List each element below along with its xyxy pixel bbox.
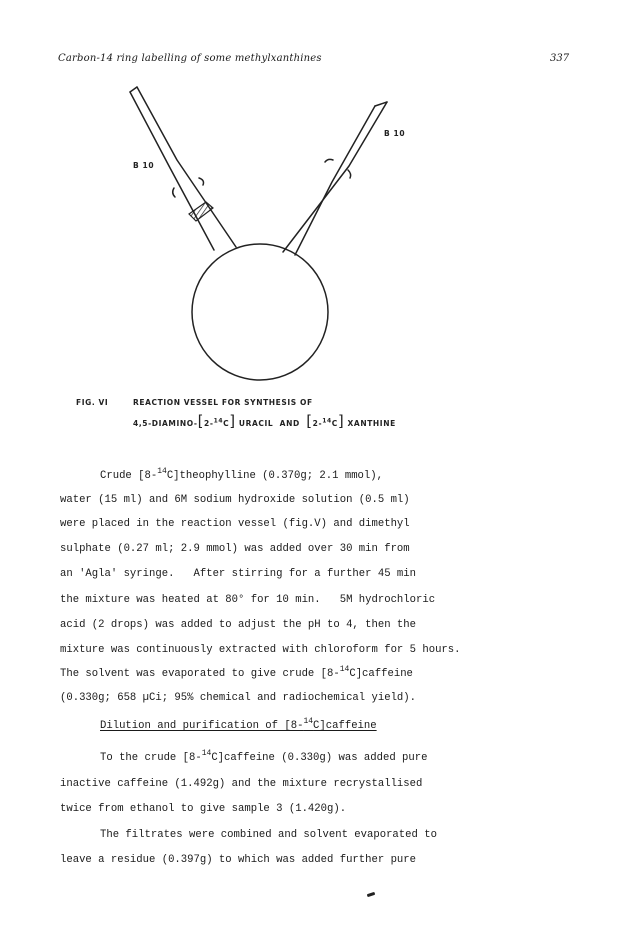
- caption-bracket-close-2: ]: [337, 412, 345, 430]
- p1-line-9-post: C]caffeine: [349, 668, 413, 680]
- left-joint-mark: [173, 188, 175, 197]
- caption-isotope-el-2: C: [331, 419, 338, 428]
- running-title: Carbon-14 ring labelling of some methylxanthines: [58, 53, 322, 64]
- p1-line-8: mixture was continuously extracted with chloroform for 5 hours.: [60, 644, 461, 656]
- p1-line-1-pre: Crude [8-: [100, 470, 158, 482]
- p1-line-5: an 'Agla' syringe. After stirring for a further 45 min: [60, 568, 417, 580]
- heading-pre: Dilution and purification of [8-: [100, 720, 304, 732]
- p2-line-2: inactive caffeine (1.492g) and the mixture recrystallised: [60, 778, 423, 790]
- caption-isotope-pre-1: 2-: [204, 419, 214, 428]
- section-heading: [100, 717, 377, 732]
- p2-line-3: twice from ethanol to give sample 3 (1.420g).: [60, 803, 347, 815]
- caption-isotope-el-1: C: [223, 419, 230, 428]
- label-b10-right: B 10: [384, 129, 406, 138]
- p2-line-1: [100, 749, 428, 764]
- heading-post: C]caffeine: [313, 720, 377, 732]
- right-neck-outer: [295, 106, 375, 255]
- heading-sup: 14: [303, 717, 314, 726]
- reaction-vessel-figure: [0, 0, 624, 400]
- p2-line-1-post: C]caffeine (0.330g) was added pure: [211, 752, 428, 764]
- caption-isotope-pre-2: 2-: [312, 419, 323, 428]
- p1-line-9-pre: The solvent was evaporated to give crude [8-: [60, 668, 340, 680]
- p1-line-9: [60, 665, 413, 680]
- page-mark: [367, 892, 376, 897]
- flask-bulb: [192, 244, 328, 380]
- p1-line-1: [100, 467, 383, 482]
- caption-compound-c: XANTHINE: [344, 419, 396, 428]
- caption-isotope-mass-1: 14: [213, 417, 224, 425]
- p1-line-4: sulphate (0.27 ml; 2.9 mmol) was added over 30 min from: [60, 543, 410, 555]
- caption-number: FIG. VI: [76, 398, 109, 407]
- caption-line-1: REACTION VESSEL FOR SYNTHESIS OF: [133, 398, 313, 407]
- caption-compound-b: URACIL AND: [235, 419, 307, 428]
- left-neck-plug: [189, 202, 213, 221]
- right-joint-mark: [325, 159, 333, 162]
- p1-line-9-sup: 14: [339, 665, 350, 674]
- p1-line-3: were placed in the reaction vessel (fig.V) and dimethyl: [60, 518, 410, 530]
- caption-bracket-open-1: [: [197, 412, 205, 430]
- label-b10-left: B 10: [133, 161, 155, 170]
- p1-line-10: (0.330g; 658 µCi; 95% chemical and radiochemical yield).: [60, 692, 417, 704]
- p1-line-6: the mixture was heated at 80° for 10 min. 5M hydrochloric: [60, 594, 436, 606]
- left-neck-tip: [130, 87, 137, 92]
- right-joint-mark-2: [348, 170, 351, 178]
- p1-line-2: water (15 ml) and 6M sodium hydroxide solution (0.5 ml): [60, 494, 410, 506]
- page-number: 337: [550, 53, 570, 64]
- p1-line-1-post: C]theophylline (0.370g; 2.1 mmol),: [166, 470, 383, 482]
- p2-line-1-pre: To the crude [8-: [100, 752, 202, 764]
- caption-bracket-open-2: [: [306, 412, 313, 430]
- p1-line-1-sup: 14: [157, 467, 167, 476]
- p3-line-2: leave a residue (0.397g) to which was added further pure: [60, 854, 417, 866]
- caption-line-2: [133, 412, 396, 430]
- caption-bracket-close-1: ]: [229, 412, 236, 430]
- p1-line-7: acid (2 drops) was added to adjust the pH to 4, then the: [60, 619, 417, 631]
- p2-line-1-sup: 14: [201, 749, 212, 758]
- caption-isotope-mass-2: 14: [322, 417, 332, 425]
- left-joint-mark-2: [199, 178, 204, 185]
- left-neck-outer: [130, 92, 214, 250]
- p3-line-1: The filtrates were combined and solvent evaporated to: [100, 829, 437, 841]
- caption-compound-a: 4,5-DIAMINO-: [133, 419, 198, 428]
